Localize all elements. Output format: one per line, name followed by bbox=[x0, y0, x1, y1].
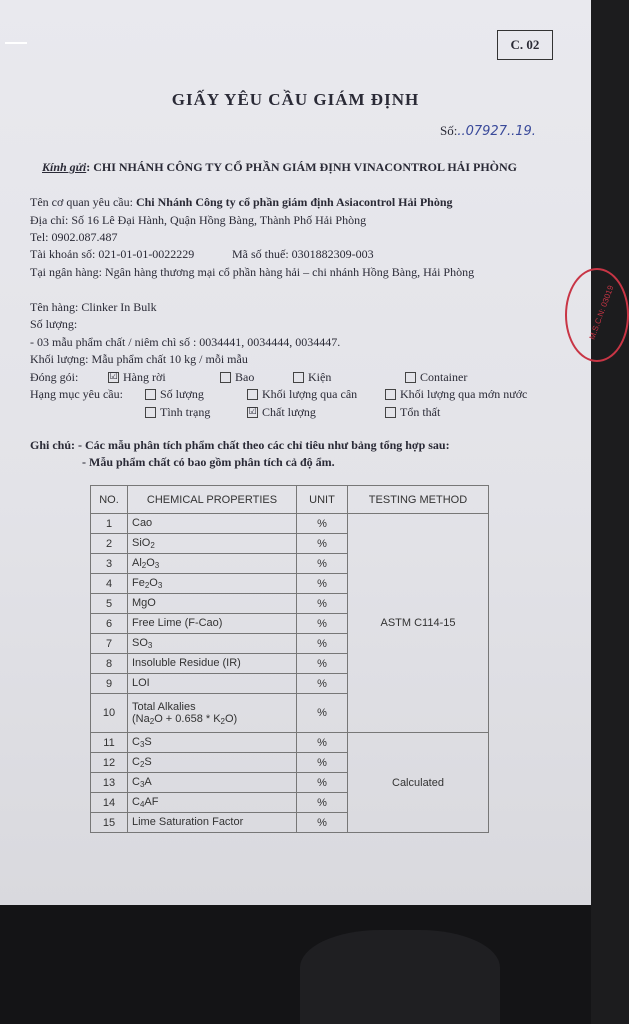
packing-option-bulk[interactable] bbox=[108, 370, 166, 385]
tel-line: Tel: 0902.087.487 bbox=[30, 230, 118, 244]
requirements-label: Hạng mục yêu cầu: bbox=[30, 387, 123, 401]
chemical-properties-table bbox=[90, 485, 489, 833]
formula-part: O bbox=[149, 577, 158, 589]
row-number: 13 bbox=[91, 773, 128, 793]
formula-part: C bbox=[132, 756, 140, 768]
option-label: Số lượng bbox=[160, 387, 204, 401]
chemical-property bbox=[128, 753, 297, 773]
formula-part: LOI bbox=[132, 677, 150, 689]
notes-text-1: - Các mẫu phân tích phẩm chất theo các chỉ tiêu như bảng tổng hợp sau: bbox=[78, 438, 450, 452]
chemical-property bbox=[128, 674, 297, 694]
option-label: Khối lượng qua cân bbox=[262, 387, 358, 401]
stamp-text: M.S.C.N: 03019 bbox=[587, 284, 616, 341]
formula-part: Fe bbox=[132, 577, 145, 589]
header-chemical-properties: CHEMICAL PROPERTIES bbox=[128, 486, 297, 514]
chemical-property bbox=[128, 733, 297, 753]
chemical-property bbox=[128, 554, 297, 574]
option-label: Tình trạng bbox=[160, 405, 211, 419]
formula-line bbox=[132, 713, 292, 726]
unit: % bbox=[297, 753, 348, 773]
testing-method: Calculated bbox=[348, 733, 489, 833]
chemical-property bbox=[128, 773, 297, 793]
background-fabric bbox=[0, 905, 591, 1024]
formula-part: C bbox=[132, 736, 140, 748]
formula-part: O) bbox=[225, 712, 238, 725]
req-option-weight-scale[interactable] bbox=[247, 387, 357, 402]
testing-method: ASTM C114-15 bbox=[348, 514, 489, 733]
goods-line: Tên hàng: Clinker In Bulk bbox=[30, 300, 157, 314]
option-label: Khối lượng qua mớn nước bbox=[400, 387, 528, 401]
formula-part: Free Lime (F-Cao) bbox=[132, 617, 223, 629]
checkbox[interactable] bbox=[405, 372, 416, 383]
unit: % bbox=[297, 674, 348, 694]
formula-subscript: 2 bbox=[144, 581, 150, 590]
option-label: Hàng rời bbox=[123, 370, 166, 384]
row-number: 9 bbox=[91, 674, 128, 694]
chemical-property bbox=[128, 514, 297, 534]
checkbox[interactable]: ☑ bbox=[248, 407, 257, 417]
unit: % bbox=[297, 634, 348, 654]
account-line: Tài khoản số: 021-01-01-0022229 bbox=[30, 247, 195, 261]
chemical-property bbox=[128, 793, 297, 813]
header-no: NO. bbox=[91, 486, 128, 514]
row-number: 8 bbox=[91, 654, 128, 674]
formula-part: SO bbox=[132, 637, 148, 649]
unit: % bbox=[297, 813, 348, 833]
row-number: 6 bbox=[91, 614, 128, 634]
row-number: 4 bbox=[91, 574, 128, 594]
chemical-property bbox=[128, 594, 297, 614]
checkbox[interactable] bbox=[247, 389, 258, 400]
document-number-label: Số: bbox=[440, 123, 458, 138]
formula-part: SiO bbox=[132, 537, 151, 549]
checkbox[interactable] bbox=[145, 389, 156, 400]
unit: % bbox=[297, 514, 348, 534]
formula-subscript: 3 bbox=[139, 780, 145, 789]
formula-part: Lime Saturation Factor bbox=[132, 816, 244, 828]
checkbox[interactable] bbox=[220, 372, 231, 383]
req-option-condition[interactable] bbox=[145, 405, 210, 420]
formula-part: C bbox=[132, 776, 140, 788]
addressee-line bbox=[42, 160, 517, 175]
bank-line: Tại ngân hàng: Ngân hàng thương mại cổ phần hàng hải – chi nhánh Hồng Bàng, Hải Phòng bbox=[30, 265, 475, 279]
formula-part: Insoluble Residue (IR) bbox=[132, 657, 241, 669]
row-number: 11 bbox=[91, 733, 128, 753]
notes-line-1 bbox=[30, 438, 450, 453]
formula-subscript: 3 bbox=[139, 740, 145, 749]
option-label: Container bbox=[420, 370, 468, 384]
req-option-draft-survey[interactable] bbox=[385, 387, 527, 402]
checkbox[interactable]: ☑ bbox=[109, 372, 118, 382]
chemical-property bbox=[128, 654, 297, 674]
notes-line-2: - Mẫu phẩm chất có bao gồm phân tích cả độ ẩm. bbox=[82, 455, 335, 469]
formula-part: MgO bbox=[132, 597, 156, 609]
formula-subscript: 4 bbox=[139, 800, 145, 809]
row-number: 15 bbox=[91, 813, 128, 833]
formula-part: S bbox=[144, 736, 152, 748]
checkbox[interactable] bbox=[145, 407, 156, 418]
weight-line: Khối lượng: Mẫu phẩm chất 10 kg / mỗi mẫu bbox=[30, 352, 248, 366]
formula-subscript: 3 bbox=[157, 581, 163, 590]
formula-title: Total Alkalies bbox=[132, 700, 196, 713]
req-option-quantity[interactable] bbox=[145, 387, 204, 402]
chemical-property bbox=[128, 574, 297, 594]
unit: % bbox=[297, 773, 348, 793]
quantity-line: Số lượng: bbox=[30, 317, 78, 331]
row-number: 1 bbox=[91, 514, 128, 534]
formula-part: A bbox=[144, 776, 152, 788]
addressee-label: Kính gửi bbox=[42, 160, 87, 174]
formula-subscript: 2 bbox=[220, 716, 225, 726]
formula-part: O bbox=[146, 557, 155, 569]
req-option-loss[interactable] bbox=[385, 405, 440, 420]
requester-value: Chi Nhánh Công ty cổ phần giám định Asiacontrol Hải Phòng bbox=[135, 195, 453, 209]
formula-part: Al bbox=[132, 557, 142, 569]
row-number: 2 bbox=[91, 534, 128, 554]
address-line: Địa chỉ: Số 16 Lê Đại Hành, Quận Hồng Bàng, Thành Phố Hải Phòng bbox=[30, 213, 367, 227]
packing-label: Đóng gói: bbox=[30, 370, 79, 384]
option-label: Bao bbox=[235, 370, 255, 384]
unit: % bbox=[297, 793, 348, 813]
row-number: 14 bbox=[91, 793, 128, 813]
formula-part: Cao bbox=[132, 517, 153, 529]
req-option-quality[interactable] bbox=[247, 405, 316, 420]
row-number: 7 bbox=[91, 634, 128, 654]
unit: % bbox=[297, 554, 348, 574]
requester-line bbox=[30, 195, 453, 210]
addressee-value: : CHI NHÁNH CÔNG TY CỔ PHẦN GIÁM ĐỊNH VINACONTROL HẢI PHÒNG bbox=[86, 160, 518, 174]
row-number: 3 bbox=[91, 554, 128, 574]
row-number: 10 bbox=[91, 694, 128, 733]
background-fabric-fold bbox=[300, 930, 500, 1024]
option-label: Chất lượng bbox=[262, 405, 316, 419]
unit: % bbox=[297, 574, 348, 594]
chemical-property bbox=[128, 634, 297, 654]
requester-label: Tên cơ quan yêu cầu: bbox=[30, 195, 133, 209]
checkbox[interactable] bbox=[385, 389, 396, 400]
table-header-row bbox=[91, 486, 489, 514]
unit: % bbox=[297, 534, 348, 554]
row-number: 12 bbox=[91, 753, 128, 773]
table-row bbox=[91, 733, 489, 753]
red-seal-stamp bbox=[565, 268, 629, 362]
packing-option-container[interactable] bbox=[405, 370, 467, 385]
option-label: Kiện bbox=[308, 370, 332, 384]
packing-option-bag[interactable] bbox=[220, 370, 254, 385]
unit: % bbox=[297, 694, 348, 733]
form-code-box: C. 02 bbox=[497, 30, 553, 60]
formula-part: O + 0.658 * K bbox=[154, 712, 221, 725]
row-number: 5 bbox=[91, 594, 128, 614]
table-row bbox=[91, 514, 489, 534]
chemical-property bbox=[128, 694, 297, 733]
packing-option-bale[interactable] bbox=[293, 370, 331, 385]
samples-line: - 03 mẫu phẩm chất / niêm chì số : 0034441, 0034444, 0034447. bbox=[30, 335, 341, 349]
unit: % bbox=[297, 594, 348, 614]
option-label: Tổn thất bbox=[400, 405, 441, 419]
notes-label: Ghi chú: bbox=[30, 438, 76, 452]
chemical-property bbox=[128, 813, 297, 833]
unit: % bbox=[297, 614, 348, 634]
document-title: GIẤY YÊU CẦU GIÁM ĐỊNH bbox=[171, 90, 420, 109]
checkbox[interactable] bbox=[385, 407, 396, 418]
formula-part: S bbox=[144, 756, 152, 768]
formula-part: (Na bbox=[132, 712, 150, 725]
checkbox[interactable] bbox=[293, 372, 304, 383]
chemical-property bbox=[128, 614, 297, 634]
formula-part: C bbox=[132, 796, 140, 808]
header-unit: UNIT bbox=[297, 486, 348, 514]
formula-subscript: 2 bbox=[139, 760, 145, 769]
pen-mark bbox=[5, 42, 27, 44]
formula-subscript: 2 bbox=[141, 561, 147, 570]
header-testing-method: TESTING METHOD bbox=[348, 486, 489, 514]
formula-part: AF bbox=[144, 796, 159, 808]
unit: % bbox=[297, 654, 348, 674]
tax-line: Mã số thuế: 0301882309-003 bbox=[232, 247, 374, 261]
formula-subscript: 2 bbox=[150, 541, 155, 550]
formula-subscript: 2 bbox=[149, 716, 155, 726]
document-number-value: ..07927..19. bbox=[457, 124, 536, 139]
chemical-property bbox=[128, 534, 297, 554]
formula-subscript: 3 bbox=[147, 641, 153, 650]
unit: % bbox=[297, 733, 348, 753]
formula-subscript: 3 bbox=[154, 561, 160, 570]
document-number bbox=[440, 123, 536, 139]
